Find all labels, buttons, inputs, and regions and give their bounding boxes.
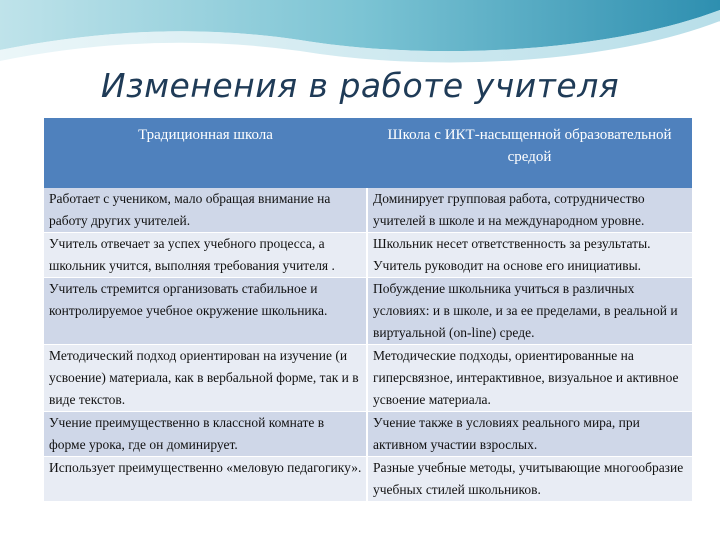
header-ict-school: Школа с ИКТ-насыщенной образовательной средой [367, 118, 692, 188]
ict-cell: Доминирует групповая работа, сотрудничество учителей в школе и на международном уровне. [367, 188, 692, 233]
ict-cell: Разные учебные методы, учитывающие многообразие учебных стилей школьников. [367, 457, 692, 502]
traditional-cell: Учение преимущественно в классной комнате в форме урока, где он доминирует. [44, 412, 367, 457]
table-row [44, 188, 692, 233]
table-row [44, 457, 692, 502]
traditional-cell: Использует преимущественно «меловую педагогику». [44, 457, 367, 502]
table-row [44, 278, 692, 345]
table-row [44, 345, 692, 412]
comparison-table [44, 118, 692, 501]
traditional-cell: Работает с учеником, мало обращая внимание на работу других учителей. [44, 188, 367, 233]
ict-cell: Побуждение школьника учиться в различных условиях: и в школе, и за ее пределами, в реальной и виртуальной (on-line) среде. [367, 278, 692, 345]
table-header-row [44, 118, 692, 188]
ict-cell: Методические подходы, ориентированные на гиперсвязное, интерактивное, визуальное и активное усвоение материала. [367, 345, 692, 412]
slide-title: Изменения в работе учителя [100, 66, 620, 105]
table-row [44, 412, 692, 457]
ict-cell: Учение также в условиях реального мира, при активном участии взрослых. [367, 412, 692, 457]
table-row [44, 233, 692, 278]
traditional-cell: Учитель отвечает за успех учебного процесса, а школьник учится, выполняя требования учителя . [44, 233, 367, 278]
ict-cell: Школьник несет ответственность за результаты. Учитель руководит на основе его инициативы. [367, 233, 692, 278]
header-traditional-school: Традиционная школа [44, 118, 367, 188]
traditional-cell: Методический подход ориентирован на изучение (и усвоение) материала, как в вербальной форме, так и в виде текстов. [44, 345, 367, 412]
traditional-cell: Учитель стремится организовать стабильное и контролируемое учебное окружение школьника. [44, 278, 367, 345]
